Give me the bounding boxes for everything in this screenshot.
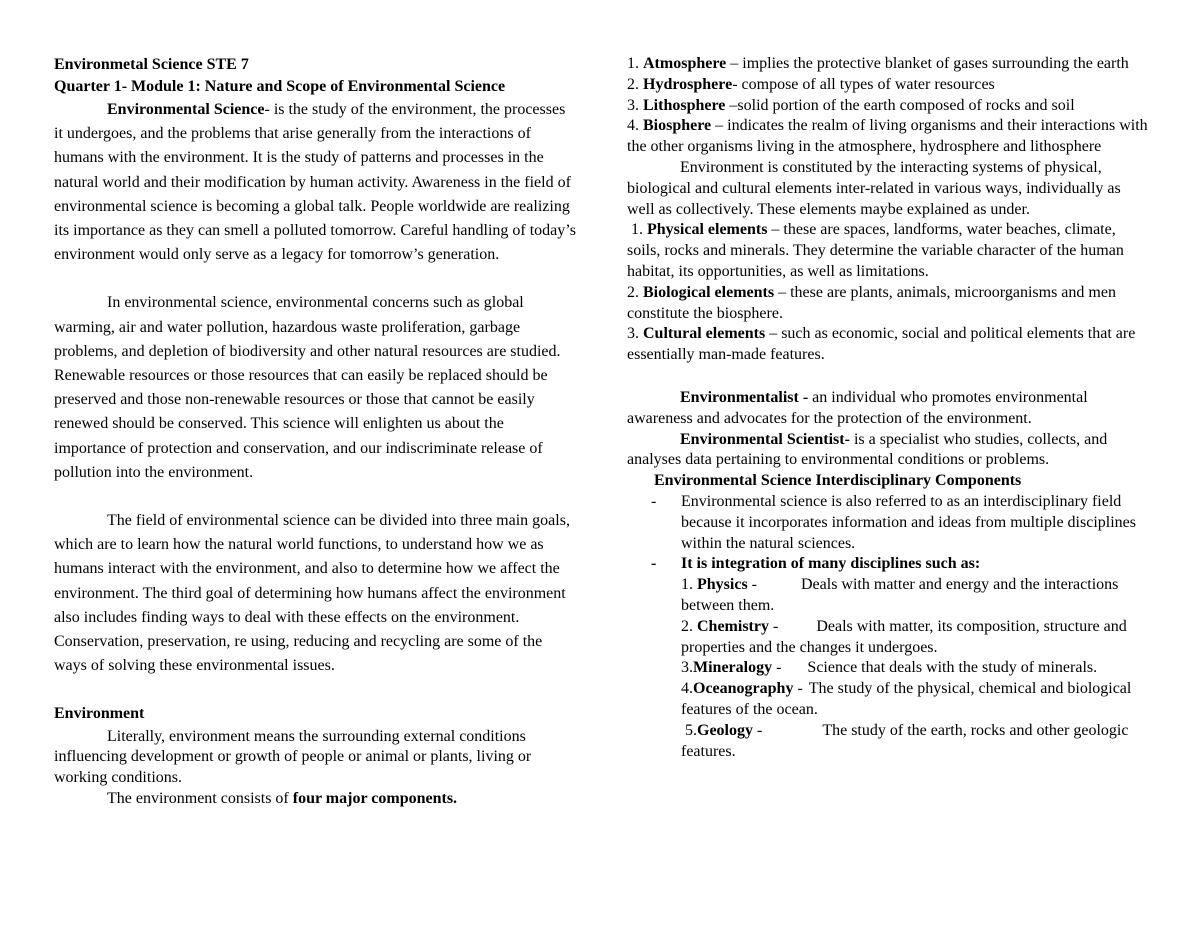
list-item: 1. Physics - Deals with matter and energy and the interactions between them. bbox=[681, 576, 1119, 614]
list-item: 5.Geology - The study of the earth, rocks and other geologic features. bbox=[681, 721, 1129, 760]
elements-list bbox=[627, 220, 1149, 366]
environmental-scientist-definition: Environmental Scientist- is a specialist who studies, collects, and analyses data pertaining to environmental conditions or problems. bbox=[627, 430, 1108, 469]
disciplines-list bbox=[627, 575, 1149, 762]
module-title: Quarter 1- Module 1: Nature and Scope of Environmental Science bbox=[54, 78, 506, 95]
list-item: 4. Biosphere – indicates the realm of living organisms and their interactions with the other organisms living in the atmosphere, hydrosphere and lithosphere bbox=[627, 117, 1148, 156]
bullet-item: - Environmental science is also referred to as an interdisciplinary field because it incorporates information and ideas from multiple disciplines within the natural sciences. bbox=[651, 492, 1136, 552]
bullet-item: - It is integration of many disciplines such as: bbox=[627, 554, 1149, 575]
intro-paragraph: Environmental Science- is the study of the environment, the processes it undergoes, and the problems that arise generally from the interactions of humans with the environment. It is the study of patterns and processes in the natural world and their modification by human activity. Awareness in the field of environmental science is becoming a global talk. People worldwide are realizing its importance as they can smell a polluted tomorrow. Careful handling of today’s environment would only serve as a legacy for tomorrow’s generation. bbox=[54, 101, 576, 264]
term-environmental-science: Environmental Science bbox=[107, 101, 265, 118]
document-title: Environmetal Science STE 7 bbox=[54, 56, 249, 73]
list-item: 4.Oceanography - The study of the physical, chemical and biological features of the ocean. bbox=[681, 680, 1132, 718]
interdisciplinary-heading: Environmental Science Interdisciplinary Components bbox=[654, 472, 1022, 490]
left-column bbox=[54, 54, 576, 810]
list-item: 2. Chemistry - Deals with matter, its composition, structure and properties and the changes it undergoes. bbox=[681, 617, 1127, 656]
list-item: 1. Atmosphere – implies the protective blanket of gases surrounding the earth bbox=[627, 55, 1129, 72]
list-item: 2. Biological elements – these are plants, animals, microorganisms and men constitute the biosphere. bbox=[627, 283, 1116, 322]
dash-bullet: - bbox=[651, 492, 657, 510]
constituted-paragraph: Environment is constituted by the interacting systems of physical, biological and cultural elements inter-related in various ways, individually as well as collectively. These elements maybe explained as under. bbox=[627, 158, 1121, 218]
list-item: 1. Physical elements – these are spaces, landforms, water beaches, climate, soils, rocks and minerals. They determine the variable character of the human habitat, its opportunities, as well as limitations. bbox=[627, 221, 1124, 280]
components-intro: The environment consists of four major components. bbox=[107, 790, 458, 808]
dash-bullet: - bbox=[651, 555, 657, 573]
environment-definition: Literally, environment means the surrounding external conditions influencing development or growth of people or animal or plants, living or working conditions. bbox=[54, 727, 532, 787]
list-item: 3.Mineralogy - Science that deals with the study of minerals. bbox=[681, 659, 1098, 677]
list-item: 2. Hydrosphere- compose of all types of water resources bbox=[627, 75, 995, 93]
components-list bbox=[627, 54, 1149, 158]
environment-heading: Environment bbox=[54, 705, 145, 723]
concerns-paragraph: In environmental science, environmental concerns such as global warming, air and water pollution, hazardous waste proliferation, garbage problems, and depletion of biodiversity and other natural resources are studied. Renewable resources or those resources that can easily be replaced should be preserved and those non-renewable resources or those that cannot be easily renewed should be conserved. This science will enlighten us about the importance of protection and conservation, and our indiscriminate release of pollution into the environment. bbox=[54, 294, 561, 481]
environmentalist-definition: Environmentalist - an individual who promotes environmental awareness and advocates for the protection of the environment. bbox=[627, 388, 1088, 427]
list-item: 3. Lithosphere –solid portion of the earth composed of rocks and soil bbox=[627, 96, 1075, 114]
right-column bbox=[627, 54, 1149, 762]
goals-paragraph: The field of environmental science can be divided into three main goals, which are to learn how the natural world functions, to understand how we as humans interact with the environment, and also to determine how we affect the environment. The third goal of determining how humans affect the environment also includes finding ways to deal with these effects on the environment. Conservation, preservation, re using, reducing and recycling are some of the ways of solving these environmental issues. bbox=[54, 512, 570, 675]
list-item: 3. Cultural elements – such as economic, social and political elements that are essentially man-made features. bbox=[627, 325, 1136, 364]
